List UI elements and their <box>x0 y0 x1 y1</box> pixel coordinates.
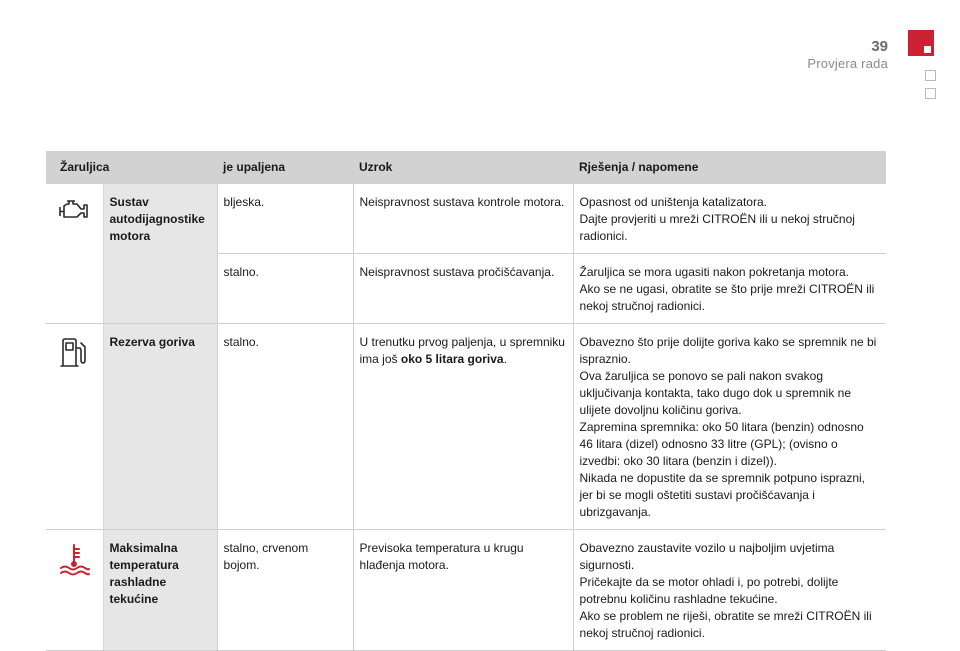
solution-line: Ova žaruljica se ponovo se pali nakon svakog uključivanja kontakta, tako dugo dok u spremnik ne ulijete dovoljnu količinu goriva. <box>579 369 852 417</box>
solution-line: Obavezno što prije dolijte goriva kako se spremnik ne bi ispraznio. <box>579 335 877 366</box>
solution-line: Opasnost od uništenja katalizatora. <box>579 195 767 209</box>
lamp-state: stalno, crvenom bojom. <box>217 530 353 651</box>
solution-line: Obavezno zaustavite vozilo u najboljim uvjetima sigurnosti. <box>579 541 835 572</box>
table-row <box>46 530 886 651</box>
column-header-state: je upaljena <box>217 151 353 184</box>
table-row <box>46 184 886 254</box>
column-header-lamp: Žaruljica <box>46 151 217 184</box>
lamp-state: stalno. <box>217 324 353 530</box>
lamp-cause: Previsoka temperatura u krugu hlađenja motora. <box>353 530 573 651</box>
solution-line: Žaruljica se mora ugasiti nakon pokretanja motora. <box>579 265 849 279</box>
column-header-cause: Uzrok <box>353 151 573 184</box>
lamp-icon-cell <box>46 324 103 530</box>
lamp-cause: Neispravnost sustava kontrole motora. <box>353 184 573 254</box>
lamp-state: bljeska. <box>217 184 353 254</box>
table-header-row <box>46 151 886 184</box>
lamp-state: stalno. <box>217 254 353 324</box>
solution-line: Pričekajte da se motor ohladi i, po potrebi, dolijte potrebnu količinu rashladne tekućine. <box>579 575 839 606</box>
lamp-cause: Neispravnost sustava pročišćavanja. <box>353 254 573 324</box>
column-header-solution: Rješenja / napomene <box>573 151 886 184</box>
lamp-solution <box>573 254 886 324</box>
solution-line: Dajte provjeriti u mreži CITROËN ili u nekoj stručnoj radionici. <box>579 212 855 243</box>
lamp-cause <box>353 324 573 530</box>
cause-emphasis: oko 5 litara goriva <box>400 352 504 366</box>
lamp-icon-cell <box>46 530 103 651</box>
chapter-tab-active[interactable] <box>908 30 934 56</box>
solution-line: Nikada ne dopustite da se spremnik potpuno isprazni, jer bi se mogli oštetiti sustavi pročišćavanja i ubrizgavanja. <box>579 471 866 519</box>
fuel-pump-icon <box>59 336 89 370</box>
chapter-tab[interactable] <box>925 88 936 99</box>
lamp-name: Rezerva goriva <box>103 324 217 530</box>
lamp-name: Maksimalna temperatura rashladne tekućine <box>103 530 217 651</box>
solution-line: Ako se problem ne riješi, obratite se mreži CITROËN ili nekoj stručnoj radionici. <box>579 609 872 640</box>
table-row <box>46 324 886 530</box>
lamp-solution <box>573 184 886 254</box>
solution-line: Ako se ne ugasi, obratite se što prije mreži CITROËN ili nekoj stručnoj radionici. <box>579 282 875 313</box>
section-title: Provjera rada <box>807 56 888 71</box>
chapter-tab-marker <box>924 46 931 53</box>
lamp-name: Sustav autodijagnostike motora <box>103 184 217 324</box>
lamp-icon-cell <box>46 184 103 324</box>
solution-line: Zapremina spremnika: oko 50 litara (benzin) odnosno 46 litara (dizel) odnosno 33 litre (GPL); (ovisno o izvedbi: oko 30 litara (benzin i dizel)). <box>579 420 864 468</box>
engine-check-icon <box>57 196 91 224</box>
lamp-solution <box>573 530 886 651</box>
cause-text: U trenutku prvog paljenja, u spremniku ima još <box>359 335 565 366</box>
page-number: 39 <box>871 38 888 55</box>
chapter-tab[interactable] <box>925 70 936 81</box>
cause-text-end: . <box>503 352 507 366</box>
warning-lamps-table <box>46 151 886 651</box>
lamp-solution <box>573 324 886 530</box>
coolant-temperature-icon <box>57 542 91 576</box>
